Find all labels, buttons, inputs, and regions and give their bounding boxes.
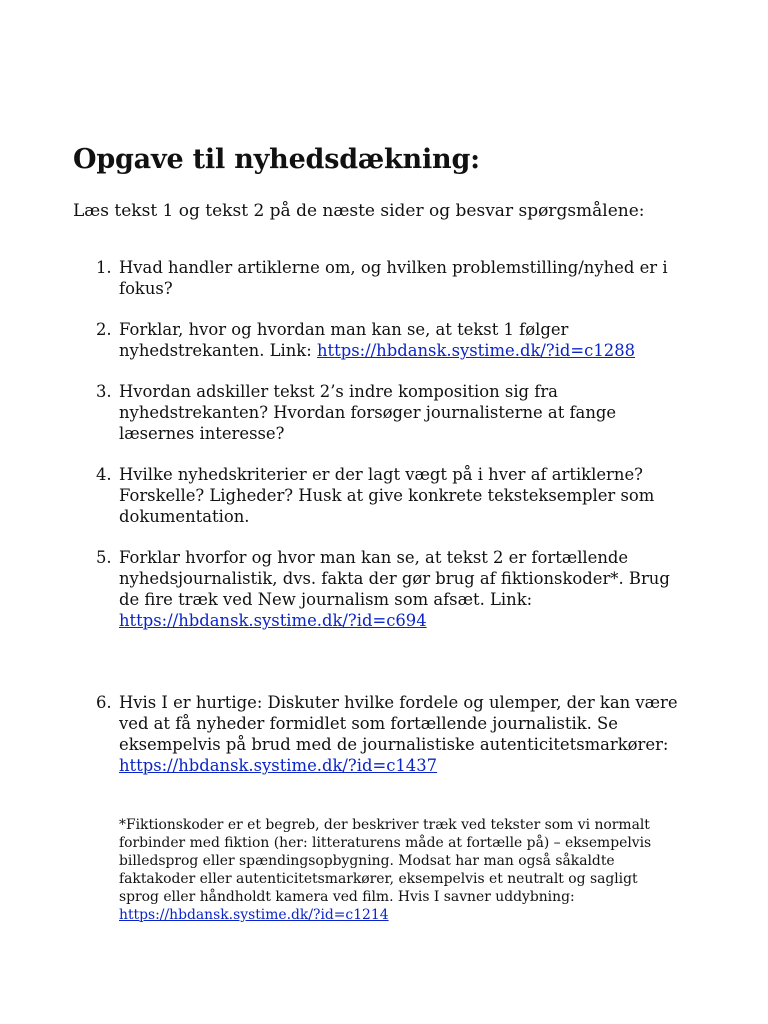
- systime-link-c1214[interactable]: https://hbdansk.systime.dk/?id=c1214: [119, 907, 389, 923]
- footnote-line: faktakoder eller autenticitetsmarkører, eksempelvis et neutralt og sagligt: [119, 871, 638, 887]
- question-line: Hvis I er hurtige: Diskuter hvilke fordele og ulemper, der kan være: [119, 693, 678, 712]
- intro-text: Læs tekst 1 og tekst 2 på de næste sider og besvar spørgsmålene:: [73, 201, 645, 221]
- question-line: fokus?: [119, 279, 173, 298]
- question-text: [119, 319, 699, 361]
- question-line: nyhedstrekanten? Hvordan forsøger journalisterne at fange: [119, 403, 617, 422]
- question-line: Forskelle? Ligheder? Husk at give konkrete teksteksempler som: [119, 486, 655, 505]
- question-text: [119, 257, 699, 299]
- question-line: dokumentation.: [119, 507, 250, 526]
- question-line: Hvordan adskiller tekst 2’s indre komposition sig fra: [119, 382, 558, 401]
- question-line: nyhedsjournalistik, dvs. fakta der gør brug af fiktionskoder*. Brug: [119, 569, 670, 588]
- question-link-line: [119, 755, 699, 776]
- footnote: [119, 816, 679, 924]
- question-text: [119, 547, 699, 631]
- question-line: ved at få nyheder formidlet som fortællende journalistik. Se: [119, 714, 618, 733]
- footnote-link-line: [119, 906, 679, 924]
- question-line-prefix: nyhedstrekanten. Link:: [119, 341, 317, 360]
- question-line: de fire træk ved New journalism som afsæt. Link:: [119, 590, 533, 609]
- systime-link-c1288[interactable]: https://hbdansk.systime.dk/?id=c1288: [316, 341, 636, 360]
- question-line-with-link: [119, 340, 699, 361]
- question-text: [119, 692, 699, 776]
- systime-link-c1437[interactable]: https://hbdansk.systime.dk/?id=c1437: [119, 756, 438, 775]
- question-number: 6.: [96, 693, 112, 712]
- question-text: [119, 464, 699, 527]
- question-line: eksempelvis på brud med de journalistiske autenticitetsmarkører:: [119, 735, 669, 754]
- page-title: Opgave til nyhedsdækning:: [73, 144, 480, 175]
- question-line: Hvad handler artiklerne om, og hvilken problemstilling/nyhed er i: [119, 258, 668, 277]
- footnote-line: billedsprog eller spændingsopbygning. Modsat har man også såkaldte: [119, 853, 615, 869]
- question-line: Hvilke nyhedskriterier er der lagt vægt på i hver af artiklerne?: [119, 465, 643, 484]
- question-line: Forklar hvorfor og hvor man kan se, at tekst 2 er fortællende: [119, 548, 629, 567]
- question-link-line: [119, 610, 699, 631]
- question-line: læsernes interesse?: [119, 424, 285, 443]
- footnote-line: forbinder med fiktion (her: litteraturens måde at fortælle på) – eksempelvis: [119, 835, 652, 851]
- question-number: 5.: [96, 548, 112, 567]
- systime-link-c694[interactable]: https://hbdansk.systime.dk/?id=c694: [119, 611, 427, 630]
- question-text: [119, 381, 699, 444]
- footnote-line: *Fiktionskoder er et begreb, der beskriver træk ved tekster som vi normalt: [119, 817, 650, 833]
- question-number: 2.: [96, 320, 112, 339]
- footnote-line: sprog eller håndholdt kamera ved film. Hvis I savner uddybning:: [119, 889, 575, 905]
- question-number: 3.: [96, 382, 112, 401]
- question-line: Forklar, hvor og hvordan man kan se, at tekst 1 følger: [119, 320, 569, 339]
- question-number: 1.: [96, 258, 112, 277]
- question-number: 4.: [96, 465, 112, 484]
